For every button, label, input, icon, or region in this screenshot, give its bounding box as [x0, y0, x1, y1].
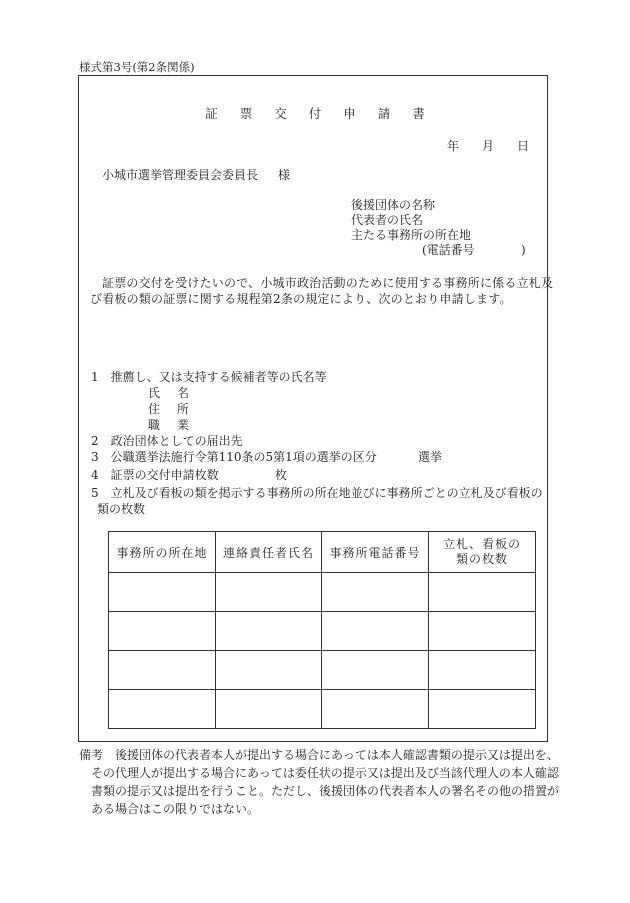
remarks-line-3: 書類の提示又は提出を行うこと。ただし、後援団体の代表者本人の署名その他の措置が	[91, 784, 560, 798]
item-3-suffix: 選挙	[418, 450, 443, 464]
header-office-address: 事務所の所在地	[109, 532, 216, 573]
table-row	[109, 573, 536, 612]
office-table	[108, 531, 536, 729]
table-cell[interactable]	[429, 573, 536, 612]
table-cell[interactable]	[216, 651, 322, 690]
table-row	[109, 651, 536, 690]
table-cell[interactable]	[109, 612, 216, 651]
table-header-row	[109, 532, 536, 573]
item-3-heading: 3 公職選挙法施行令第110条の5第1項の選挙の区分	[91, 450, 377, 464]
applicant-office-address-label: 主たる事務所の所在地	[351, 228, 472, 242]
date-month-label: 月	[482, 139, 495, 153]
header-contact-person: 連絡責任者氏名	[216, 532, 322, 573]
item-1-name-label-a: 氏	[148, 386, 161, 400]
table-cell[interactable]	[109, 573, 216, 612]
item-2-heading: 2 政治団体としての届出先	[91, 434, 243, 448]
table-cell[interactable]	[322, 573, 429, 612]
header-sign-count-line-2: 類の枚数	[455, 552, 508, 566]
table-cell[interactable]	[429, 612, 536, 651]
item-5-heading-line-1: 5 立札及び看板の類を掲示する事務所の所在地並びに事務所ごとの立札及び看板の	[91, 486, 543, 500]
item-1-occupation-label-a: 職	[148, 418, 161, 432]
header-sign-count	[429, 532, 536, 573]
table-cell[interactable]	[322, 612, 429, 651]
table-cell[interactable]	[322, 651, 429, 690]
table-cell[interactable]	[216, 612, 322, 651]
remarks-line-4: ある場合はこの限りではない。	[91, 802, 260, 816]
table-cell[interactable]	[429, 690, 536, 729]
table-cell[interactable]	[322, 690, 429, 729]
table-cell[interactable]	[109, 651, 216, 690]
item-1-occupation-label-b: 業	[177, 418, 190, 432]
item-1-name-label-b: 名	[177, 386, 190, 400]
applicant-phone-close: )	[521, 243, 526, 257]
header-sign-count-line-1: 立札、看板の	[442, 537, 521, 551]
table-cell[interactable]	[216, 573, 322, 612]
header-office-phone: 事務所電話番号	[322, 532, 429, 573]
date-year-label: 年	[447, 139, 460, 153]
addressee-name: 小城市選挙管理委員会委員長	[102, 168, 259, 182]
item-1-heading: 1 推薦し、又は支持する候補者等の氏名等	[91, 370, 327, 384]
remarks-line-2: その代理人が提出する場合にあっては委任状の提示又は提出及び当該代理人の本人確認	[91, 766, 559, 780]
applicant-phone-open: (電話番号	[422, 243, 475, 257]
table-cell[interactable]	[429, 651, 536, 690]
table-row	[109, 690, 536, 729]
item-1-address-label-b: 所	[177, 402, 190, 416]
form-title: 証票交付申請書	[205, 106, 447, 121]
intro-line-2: び看板の類の証票に関する規程第2条の規定により、次のとおり申請します。	[90, 292, 512, 306]
remarks-line-1: 備考 後援団体の代表者本人が提出する場合にあっては本人確認書類の提示又は提出を、	[79, 748, 559, 762]
table-cell[interactable]	[216, 690, 322, 729]
table-row	[109, 612, 536, 651]
form-number-label: 様式第3号(第2条関係)	[79, 60, 195, 74]
item-4-heading: 4 証票の交付申請枚数	[91, 468, 219, 482]
item-4-suffix: 枚	[275, 468, 288, 482]
item-1-address-label-a: 住	[148, 402, 161, 416]
intro-line-1: 証票の交付を受けたいので、小城市政治活動のために使用する事務所に係る立札及	[102, 276, 554, 290]
addressee-honorific: 様	[278, 168, 291, 182]
applicant-group-name-label: 後援団体の名称	[351, 198, 436, 212]
date-day-label: 日	[517, 139, 530, 153]
item-5-heading-line-2: 類の枚数	[97, 502, 146, 516]
table-cell[interactable]	[109, 690, 216, 729]
applicant-representative-label: 代表者の氏名	[351, 213, 424, 227]
